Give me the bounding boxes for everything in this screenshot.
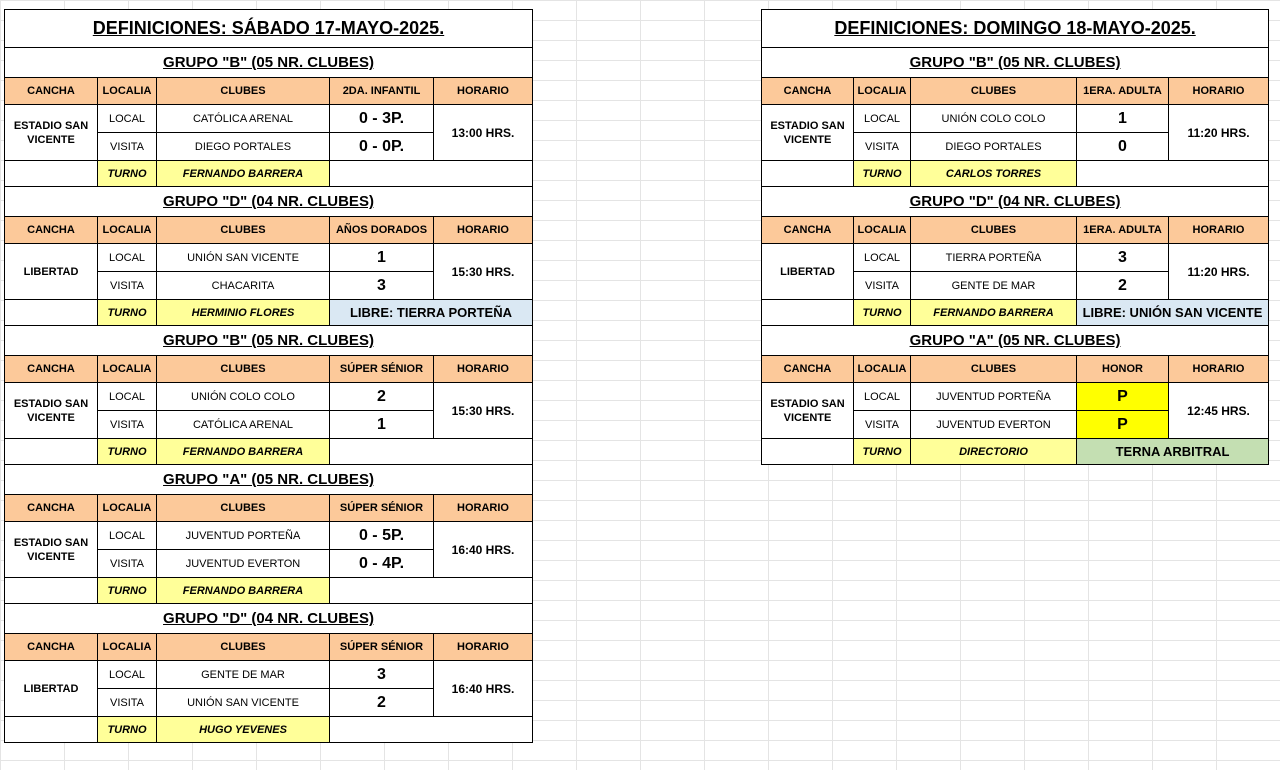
turno-label: TURNO: [98, 439, 157, 465]
header-category: 1ERA. ADULTA: [1077, 78, 1169, 105]
visita-label: VISITA: [98, 272, 157, 300]
empty-cell: [5, 578, 98, 604]
sunday-schedule-table: [761, 9, 1269, 465]
visita-label: VISITA: [854, 411, 911, 439]
visita-score: 3: [330, 272, 434, 300]
header-clubes: CLUBES: [157, 495, 330, 522]
group-title: GRUPO "D" (04 NR. CLUBES): [5, 187, 533, 217]
empty-cell: [5, 300, 98, 326]
group-title: GRUPO "A" (05 NR. CLUBES): [5, 465, 533, 495]
cancha-cell: ESTADIO SAN VICENTE: [762, 105, 854, 161]
turno-name: CARLOS TORRES: [911, 161, 1077, 187]
extra-cell: [330, 161, 533, 187]
header-cancha: CANCHA: [5, 78, 98, 105]
local-score: P: [1077, 383, 1169, 411]
empty-cell: [5, 161, 98, 187]
local-label: LOCAL: [98, 244, 157, 272]
header-horario: HORARIO: [1169, 356, 1269, 383]
cancha-cell: LIBERTAD: [5, 661, 98, 717]
cancha-cell: ESTADIO SAN VICENTE: [762, 383, 854, 439]
header-horario: HORARIO: [434, 495, 533, 522]
header-horario: HORARIO: [434, 78, 533, 105]
header-clubes: CLUBES: [911, 78, 1077, 105]
header-category: 1ERA. ADULTA: [1077, 217, 1169, 244]
extra-cell: [1077, 161, 1269, 187]
visita-club: JUVENTUD EVERTON: [157, 550, 330, 578]
group-title: GRUPO "D" (04 NR. CLUBES): [762, 187, 1269, 217]
libre-cell: LIBRE: UNIÓN SAN VICENTE: [1077, 300, 1269, 326]
header-cancha: CANCHA: [762, 356, 854, 383]
empty-cell: [762, 161, 854, 187]
turno-label: TURNO: [854, 300, 911, 326]
local-score: 3: [1077, 244, 1169, 272]
visita-label: VISITA: [98, 550, 157, 578]
visita-label: VISITA: [854, 272, 911, 300]
visita-club: DIEGO PORTALES: [911, 133, 1077, 161]
empty-cell: [762, 439, 854, 465]
libre-cell: LIBRE: TIERRA PORTEÑA: [330, 300, 533, 326]
header-cancha: CANCHA: [762, 217, 854, 244]
local-club: JUVENTUD PORTEÑA: [911, 383, 1077, 411]
local-label: LOCAL: [854, 244, 911, 272]
header-localia: LOCALIA: [98, 217, 157, 244]
local-score: 0 - 5P.: [330, 522, 434, 550]
header-clubes: CLUBES: [911, 217, 1077, 244]
empty-cell: [5, 717, 98, 743]
turno-name: FERNANDO BARRERA: [157, 161, 330, 187]
header-localia: LOCALIA: [98, 634, 157, 661]
header-localia: LOCALIA: [854, 356, 911, 383]
local-club: GENTE DE MAR: [157, 661, 330, 689]
visita-score: 2: [330, 689, 434, 717]
local-club: UNIÓN COLO COLO: [911, 105, 1077, 133]
empty-cell: [5, 439, 98, 465]
header-category: SÚPER SÉNIOR: [330, 634, 434, 661]
cancha-cell: LIBERTAD: [5, 244, 98, 300]
visita-club: UNIÓN SAN VICENTE: [157, 689, 330, 717]
local-score: 2: [330, 383, 434, 411]
visita-label: VISITA: [98, 411, 157, 439]
visita-score: 0 - 4P.: [330, 550, 434, 578]
visita-label: VISITA: [854, 133, 911, 161]
header-cancha: CANCHA: [762, 78, 854, 105]
horario-cell: 12:45 HRS.: [1169, 383, 1269, 439]
local-club: CATÓLICA ARENAL: [157, 105, 330, 133]
extra-cell: [330, 578, 533, 604]
header-category: SÚPER SÉNIOR: [330, 356, 434, 383]
local-score: 1: [330, 244, 434, 272]
header-clubes: CLUBES: [157, 78, 330, 105]
cancha-cell: LIBERTAD: [762, 244, 854, 300]
local-label: LOCAL: [98, 383, 157, 411]
visita-club: DIEGO PORTALES: [157, 133, 330, 161]
header-category: SÚPER SÉNIOR: [330, 495, 434, 522]
header-localia: LOCALIA: [854, 217, 911, 244]
turno-name: DIRECTORIO: [911, 439, 1077, 465]
group-title: GRUPO "B" (05 NR. CLUBES): [762, 48, 1269, 78]
horario-cell: 16:40 HRS.: [434, 661, 533, 717]
cancha-cell: ESTADIO SAN VICENTE: [5, 522, 98, 578]
header-clubes: CLUBES: [157, 634, 330, 661]
turno-name: FERNANDO BARRERA: [911, 300, 1077, 326]
local-club: JUVENTUD PORTEÑA: [157, 522, 330, 550]
visita-score: 0: [1077, 133, 1169, 161]
visita-label: VISITA: [98, 133, 157, 161]
visita-label: VISITA: [98, 689, 157, 717]
header-clubes: CLUBES: [157, 356, 330, 383]
turno-label: TURNO: [98, 717, 157, 743]
group-title: GRUPO "A" (05 NR. CLUBES): [762, 326, 1269, 356]
visita-score: 1: [330, 411, 434, 439]
visita-club: JUVENTUD EVERTON: [911, 411, 1077, 439]
visita-score: P: [1077, 411, 1169, 439]
header-horario: HORARIO: [434, 217, 533, 244]
header-category: 2DA. INFANTIL: [330, 78, 434, 105]
header-cancha: CANCHA: [5, 634, 98, 661]
group-title: GRUPO "B" (05 NR. CLUBES): [5, 48, 533, 78]
cancha-cell: ESTADIO SAN VICENTE: [5, 383, 98, 439]
visita-score: 2: [1077, 272, 1169, 300]
header-horario: HORARIO: [434, 356, 533, 383]
header-localia: LOCALIA: [98, 356, 157, 383]
header-cancha: CANCHA: [5, 495, 98, 522]
saturday-title: DEFINICIONES: SÁBADO 17-MAYO-2025.: [5, 10, 533, 48]
extra-cell: [330, 717, 533, 743]
header-localia: LOCALIA: [854, 78, 911, 105]
local-club: TIERRA PORTEÑA: [911, 244, 1077, 272]
horario-cell: 16:40 HRS.: [434, 522, 533, 578]
turno-label: TURNO: [98, 578, 157, 604]
header-localia: LOCALIA: [98, 78, 157, 105]
turno-name: FERNANDO BARRERA: [157, 439, 330, 465]
local-label: LOCAL: [98, 661, 157, 689]
turno-name: HERMINIO FLORES: [157, 300, 330, 326]
empty-cell: [762, 300, 854, 326]
local-label: LOCAL: [854, 105, 911, 133]
local-score: 1: [1077, 105, 1169, 133]
header-horario: HORARIO: [434, 634, 533, 661]
local-label: LOCAL: [854, 383, 911, 411]
header-horario: HORARIO: [1169, 217, 1269, 244]
header-cancha: CANCHA: [5, 217, 98, 244]
local-club: UNIÓN SAN VICENTE: [157, 244, 330, 272]
turno-name: FERNANDO BARRERA: [157, 578, 330, 604]
turno-label: TURNO: [98, 161, 157, 187]
horario-cell: 13:00 HRS.: [434, 105, 533, 161]
visita-club: GENTE DE MAR: [911, 272, 1077, 300]
local-score: 0 - 3P.: [330, 105, 434, 133]
turno-label: TURNO: [98, 300, 157, 326]
horario-cell: 15:30 HRS.: [434, 383, 533, 439]
visita-score: 0 - 0P.: [330, 133, 434, 161]
group-title: GRUPO "D" (04 NR. CLUBES): [5, 604, 533, 634]
sunday-title: DEFINICIONES: DOMINGO 18-MAYO-2025.: [762, 10, 1269, 48]
turno-label: TURNO: [854, 439, 911, 465]
horario-cell: 11:20 HRS.: [1169, 105, 1269, 161]
header-clubes: CLUBES: [157, 217, 330, 244]
horario-cell: 11:20 HRS.: [1169, 244, 1269, 300]
header-localia: LOCALIA: [98, 495, 157, 522]
visita-club: CHACARITA: [157, 272, 330, 300]
turno-name: HUGO YEVENES: [157, 717, 330, 743]
horario-cell: 15:30 HRS.: [434, 244, 533, 300]
terna-arbitral-cell: TERNA ARBITRAL: [1077, 439, 1269, 465]
local-label: LOCAL: [98, 105, 157, 133]
group-title: GRUPO "B" (05 NR. CLUBES): [5, 326, 533, 356]
turno-label: TURNO: [854, 161, 911, 187]
cancha-cell: ESTADIO SAN VICENTE: [5, 105, 98, 161]
header-category: AÑOS DORADOS: [330, 217, 434, 244]
local-label: LOCAL: [98, 522, 157, 550]
local-club: UNIÓN COLO COLO: [157, 383, 330, 411]
saturday-schedule-table: [4, 9, 533, 743]
header-horario: HORARIO: [1169, 78, 1269, 105]
header-clubes: CLUBES: [911, 356, 1077, 383]
local-score: 3: [330, 661, 434, 689]
header-cancha: CANCHA: [5, 356, 98, 383]
header-category: HONOR: [1077, 356, 1169, 383]
extra-cell: [330, 439, 533, 465]
visita-club: CATÓLICA ARENAL: [157, 411, 330, 439]
